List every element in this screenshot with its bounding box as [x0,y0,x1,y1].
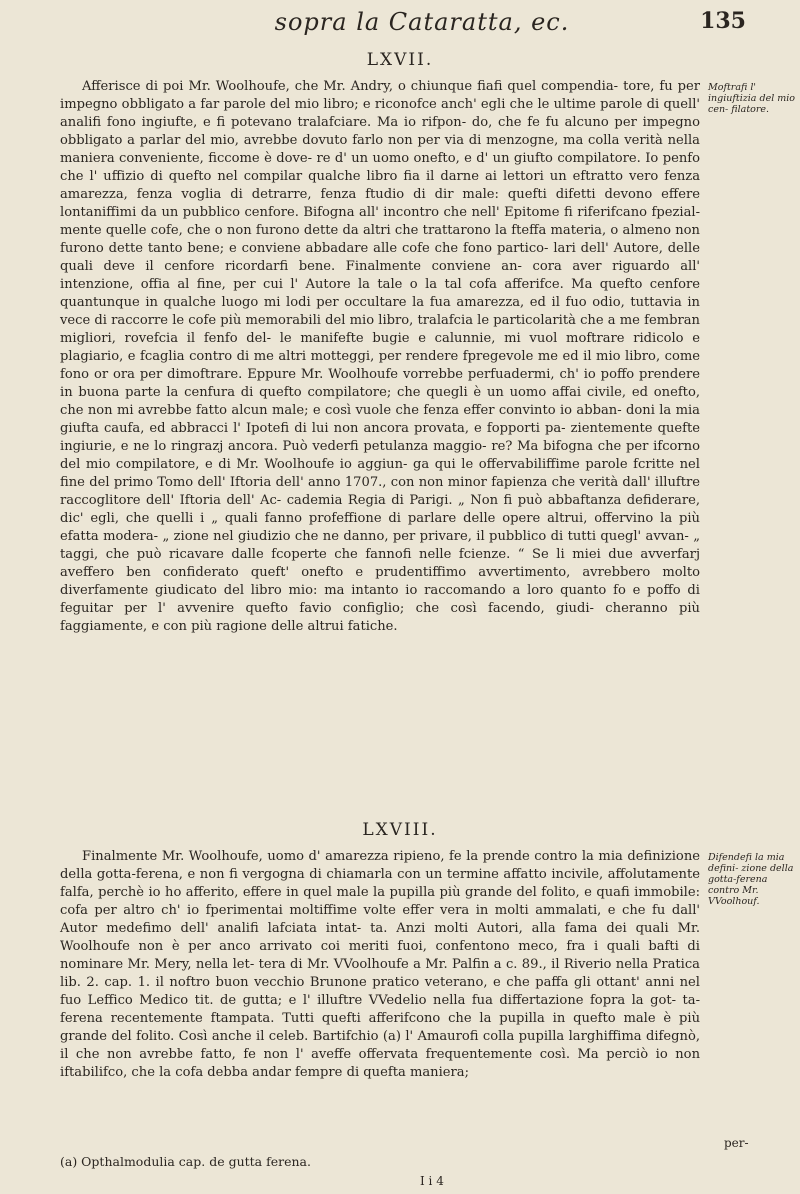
section-body-lxviii [60,848,700,1082]
margin-note-2: Difendefi la mia defini- zione della gotta-ferena contro Mr. VVoolhouf. [708,852,794,907]
section-heading-lxvii: LXVII. [366,50,434,70]
paragraph-lxvii: Afferisce di poi Mr. Woolhoufe, che Mr. Andry, o chiunque fiafi quel compendia- tore, fu per impegno obbligato a far parole del mio libro; e riconofce anch' egli che le ultime parole di quell' analifi fono ingiufte, e fi potevano tralafciare. Ma io rifpon- do, che fe fu alcuno per impegno obbligato a parlar del mio, avrebbe dovuto farlo non per via di menzogne, ma colla verità nella maniera conveniente, ficcome è dove- re d' un uomo onefto, e d' un giufto compilatore. Io penfo che l' uffizio di quefto nel compilar qualche libro fia il darne ai lettori un eftratto vero fenza amarezza, fenza voglia di detrarre, fenza ftudio di dir male: quefti difetti devono effere lontaniffimi da un pubblico cenfore. Bifogna all' incontro che nell' Epitome fi riferifcano fpezial- mente quelle cofe, che o non furono dette da altri che trattarono la fteffa materia, o almeno non furono dette tanto bene; e conviene abbadare alle cofe che fono partico- lari dell' Autore, delle quali deve il cenfore ricordarfi bene. Finalmente conviene an- cora aver riguardo all' intenzione, offia al fine, per cui l' Autore la tale o la tal cofa afferifce. Ma quefto cenfore quantunque in qualche luogo mi lodi per occultare la fua amarezza, ed il fuo odio, tuttavia in vece di raccorre le cofe più memorabili del mio libro, tralafcia le particolarità che a me fembran migliori, rovefcia il fenfo del- le manifefte bugie e calunnie, mi vuol moftrare ridicolo e plagiario, e fcaglia contro di me altri motteggi, per rendere fpregevole me ed il mio libro, come fono or ora per dimoftrare. Eppure Mr. Woolhoufe vorrebbe perfuadermi, ch' io poffo prendere in buona parte la cenfura di quefto compilatore; che quegli è un uomo affai civile, ed onefto, che non mi avrebbe fatto alcun male; e così vuole che fenza effer convinto io abban- doni la mia giufta caufa, ed abbracci l' Ipotefi di lui non ancora provata, e fopporti pa- zientemente quefte ingiurie, e ne lo ringrazj ancora. Può vederfi petulanza maggio- re? Ma bifogna che per ifcorno del mio compilatore, e di Mr. Woolhoufe io aggiun- ga qui le offervabiliffime parole fcritte nel fine del primo Tomo dell' Iftoria dell' anno 1707., con non minor fapienza che verità dall' illuftre raccoglitore dell' Iftoria dell' Ac- cademia Regia di Parigi. „ Non fi può abbaftanza defiderare, dic' egli, che quelli i „ quali fanno profeffione di parlare delle opere altrui, offervino la più efatta modera- „ zione nel giudizio che ne danno, per privare, il pubblico di tutti quegl' avvan- „ taggi, che può ricavare dalle fcoperte che fannofi nelle fcienze. “ Se li miei due avverfarj aveffero ben confiderato queft' onefto e prudentiffimo avvertimento, avrebbero molto diverfamente giudicato del libro mio: ma intanto io raccomando a loro quanto fo e poffo di feguitar per l' avvenire quefto favio configlio; che così facendo, giudi- cheranno più faggiamente, e con più ragione delle altrui fatiche. [60,79,700,634]
margin-note-1: Moftrafi l' ingiuftizia del mio cen- filatore. [708,82,796,115]
section-heading-lxviii: LXVIII. [362,820,438,840]
page-number: 135 [700,8,746,34]
paragraph-lxviii: Finalmente Mr. Woolhoufe, uomo d' amarezza ripieno, fe la prende contro la mia definizione della gotta-ferena, e non fi vergogna di chiamarla con un termine affatto incivile, affolutamente falfa, perchè io ho afferito, effere in quel male la pupilla più grande del folito, e quafi immobile: cofa per altro ch' io fperimentai moltiffime volte effer vera in molti ammalati, e che fu dall' Autor medefimo dell' analifi lafciata intat- ta. Anzi molti Autori, alla fama dei quali Mr. Woolhoufe non è per anco arrivato coi meriti fuoi, confentono meco, fra i quali bafti di nominare Mr. Mery, nella let- tera di Mr. VVoolhoufe a Mr. Palfin a c. 89., il Riverio nella Pratica lib. 2. cap. 1. il noftro buon vecchio Brunone pratico veterano, e che paffa gli ottant' anni nel fuo Leffico Medico tit. de gutta; e l' illuftre VVedelio nella fua differtazione fopra la got- ta-ferena recentemente ftampata. Tutti quefti afferifcono che la pupilla in quefto male è più grande del folito. Così anche il celeb. Bartifchio (a) l' Amaurofi colla pupilla larghiffima difegnò, il che non avrebbe fatto, fe non l' aveffe offervata frequentemente così. Ma perciò io non iftabilifco, che la cofa debba andar fempre di quefta maniera; [60,849,700,1080]
running-title: sopra la Cataratta, ec. [274,8,570,36]
signature-mark: I i 4 [420,1174,444,1188]
catchword: per- [724,1136,749,1150]
running-head [0,6,800,40]
section-body-lxvii [60,78,700,636]
footnote: (a) Opthalmodulia cap. de gutta ferena. [60,1154,311,1169]
